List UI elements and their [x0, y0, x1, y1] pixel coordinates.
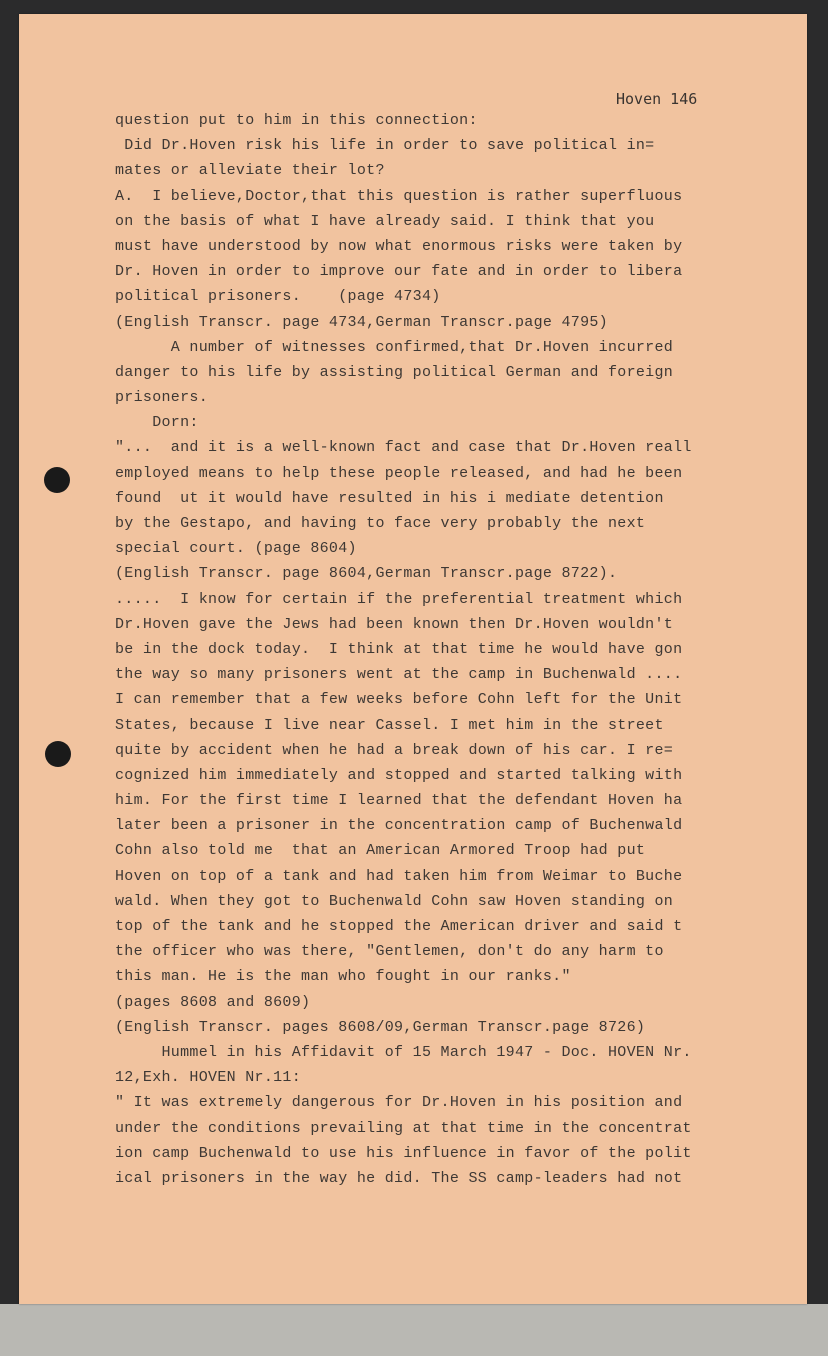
punch-hole — [45, 741, 71, 767]
text-line: political prisoners. (page 4734) — [115, 288, 441, 306]
text-line: cognized him immediately and stopped and started talking with — [115, 766, 683, 784]
text-line: (English Transcr. pages 8608/09,German Transcr.page 8726) — [115, 1018, 646, 1036]
text-line: special court. (page 8604) — [115, 540, 357, 558]
page-header: Hoven 146 — [616, 90, 698, 108]
text-line: Dr.Hoven gave the Jews had been known then Dr.Hoven wouldn't — [115, 615, 674, 633]
scan-background-strip — [0, 1304, 828, 1356]
document-body — [115, 108, 805, 1191]
text-line: must have understood by now what enormous risks were taken by — [115, 237, 683, 255]
text-line: by the Gestapo, and having to face very probably the next — [115, 515, 646, 532]
text-line: the way so many prisoners went at the camp in Buchenwald .... — [115, 666, 683, 684]
text-line: the officer who was there, "Gentlemen, don't do any harm to — [115, 943, 664, 961]
text-line: Dorn: — [115, 414, 199, 432]
text-line: danger to his life by assisting political German and foreign — [115, 363, 674, 381]
text-line: be in the dock today. I think at that time he would have gon — [115, 640, 683, 658]
text-line: mates or alleviate their lot? — [115, 162, 385, 180]
text-line: Hoven on top of a tank and had taken him from Weimar to Buche — [115, 867, 683, 885]
text-line: (pages 8608 and 8609) — [115, 993, 311, 1011]
text-line: A. I believe,Doctor,that this question is rather superfluous — [115, 187, 683, 205]
text-line: under the conditions prevailing at that time in the concentrat — [115, 1119, 692, 1137]
text-line: 12,Exh. HOVEN Nr.11: — [115, 1069, 302, 1087]
text-line: employed means to help these people released, and had he been — [115, 464, 683, 482]
text-line: Dr. Hoven in order to improve our fate and in order to libera — [115, 263, 683, 281]
text-line: him. For the first time I learned that the defendant Hoven ha — [115, 792, 683, 810]
text-line: (English Transcr. page 4734,German Transcr.page 4795) — [115, 313, 608, 331]
text-line: States, because I live near Cassel. I met him in the street — [115, 716, 664, 734]
text-line: wald. When they got to Buchenwald Cohn saw Hoven standing on — [115, 892, 674, 910]
text-line: ion camp Buchenwald to use his influence in favor of the polit — [115, 1144, 692, 1162]
text-line: ..... I know for certain if the preferential treatment which — [115, 590, 683, 608]
text-line: " It was extremely dangerous for Dr.Hoven in his position and — [115, 1094, 683, 1112]
text-line: (English Transcr. page 8604,German Transcr.page 8722). — [115, 565, 618, 583]
text-line: A number of witnesses confirmed,that Dr.Hoven incurred — [115, 338, 674, 356]
text-line: on the basis of what I have already said. I think that you — [115, 212, 655, 230]
text-line: ical prisoners in the way he did. The SS camp-leaders had not — [115, 1169, 683, 1187]
text-line: Cohn also told me that an American Armored Troop had put — [115, 842, 646, 860]
text-line: quite by accident when he had a break down of his car. I re= — [115, 741, 674, 759]
text-line: this man. He is the man who fought in our ranks." — [115, 968, 571, 986]
text-line: top of the tank and he stopped the American driver and said t — [115, 918, 683, 935]
text-line: prisoners. — [115, 389, 209, 407]
text-line: question put to him in this connection: — [115, 112, 478, 129]
text-line: I can remember that a few weeks before Cohn left for the Unit — [115, 691, 683, 709]
text-line: later been a prisoner in the concentration camp of Buchenwald — [115, 817, 683, 835]
text-line: found ut it would have resulted in his i mediate detention — [115, 489, 664, 507]
punch-hole — [44, 467, 70, 493]
text-line: Did Dr.Hoven risk his life in order to save political in= — [115, 137, 655, 155]
text-line: "... and it is a well-known fact and case that Dr.Hoven reall — [115, 439, 692, 457]
text-line: Hummel in his Affidavit of 15 March 1947 - Doc. HOVEN Nr. — [115, 1043, 692, 1061]
